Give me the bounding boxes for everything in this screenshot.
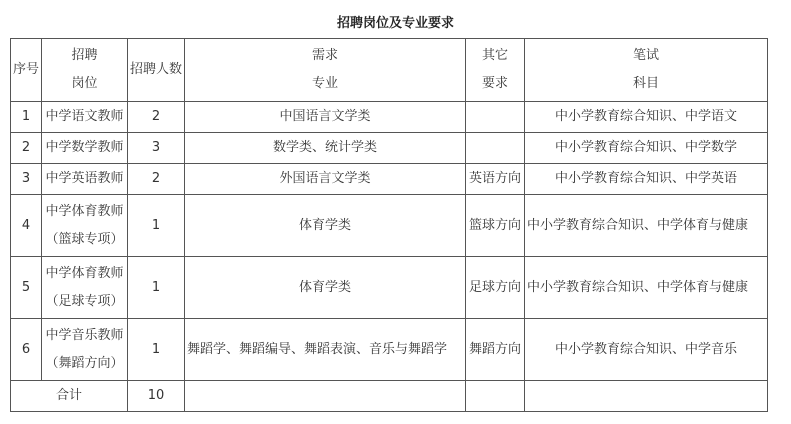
cell-exam: 中小学教育综合知识、中学体育与健康 bbox=[525, 257, 768, 319]
header-row bbox=[11, 39, 768, 102]
total-empty-cell bbox=[525, 381, 768, 412]
cell-exam: 中小学教育综合知识、中学数学 bbox=[525, 133, 768, 164]
table-row bbox=[11, 164, 768, 195]
cell-other bbox=[466, 133, 525, 164]
header-count: 招聘人数 bbox=[128, 39, 185, 102]
cell-major: 中国语言文学类 bbox=[185, 102, 466, 133]
cell-other bbox=[466, 102, 525, 133]
total-row bbox=[11, 381, 768, 412]
total-empty-cell bbox=[466, 381, 525, 412]
cell-other: 英语方向 bbox=[466, 164, 525, 195]
cell-count: 1 bbox=[128, 257, 185, 319]
table-row bbox=[11, 102, 768, 133]
cell-no: 5 bbox=[11, 257, 42, 319]
cell-post: 中学英语教师 bbox=[42, 164, 128, 195]
cell-post: 中学语文教师 bbox=[42, 102, 128, 133]
cell-exam: 中小学教育综合知识、中学英语 bbox=[525, 164, 768, 195]
total-empty-cell bbox=[185, 381, 466, 412]
header-major: 需求 专业 bbox=[185, 39, 466, 102]
cell-no: 1 bbox=[11, 102, 42, 133]
cell-no: 6 bbox=[11, 319, 42, 381]
cell-count: 2 bbox=[128, 164, 185, 195]
cell-major: 数学类、统计学类 bbox=[185, 133, 466, 164]
cell-count: 1 bbox=[128, 319, 185, 381]
cell-major: 舞蹈学、舞蹈编导、舞蹈表演、音乐与舞蹈学 bbox=[185, 319, 466, 381]
table-row bbox=[11, 133, 768, 164]
cell-major: 外国语言文学类 bbox=[185, 164, 466, 195]
cell-no: 3 bbox=[11, 164, 42, 195]
cell-exam: 中小学教育综合知识、中学音乐 bbox=[525, 319, 768, 381]
cell-post: 中学体育教师 （篮球专项） bbox=[42, 195, 128, 257]
header-post: 招聘 岗位 bbox=[42, 39, 128, 102]
job-requirements-table bbox=[10, 38, 768, 412]
cell-no: 2 bbox=[11, 133, 42, 164]
cell-post: 中学音乐教师 （舞蹈方向） bbox=[42, 319, 128, 381]
cell-other: 足球方向 bbox=[466, 257, 525, 319]
cell-major: 体育学类 bbox=[185, 257, 466, 319]
cell-major: 体育学类 bbox=[185, 195, 466, 257]
header-exam: 笔试 科目 bbox=[525, 39, 768, 102]
total-label: 合计 bbox=[11, 381, 128, 412]
cell-no: 4 bbox=[11, 195, 42, 257]
cell-exam: 中小学教育综合知识、中学语文 bbox=[525, 102, 768, 133]
header-other: 其它 要求 bbox=[466, 39, 525, 102]
table-row bbox=[11, 257, 768, 319]
cell-count: 2 bbox=[128, 102, 185, 133]
header-no: 序号 bbox=[11, 39, 42, 102]
table-row bbox=[11, 195, 768, 257]
cell-exam: 中小学教育综合知识、中学体育与健康 bbox=[525, 195, 768, 257]
cell-other: 篮球方向 bbox=[466, 195, 525, 257]
table-row bbox=[11, 319, 768, 381]
total-count: 10 bbox=[128, 381, 185, 412]
cell-post: 中学体育教师 （足球专项） bbox=[42, 257, 128, 319]
cell-count: 3 bbox=[128, 133, 185, 164]
cell-post: 中学数学教师 bbox=[42, 133, 128, 164]
cell-count: 1 bbox=[128, 195, 185, 257]
cell-other: 舞蹈方向 bbox=[466, 319, 525, 381]
table-title: 招聘岗位及专业要求 bbox=[336, 16, 454, 31]
